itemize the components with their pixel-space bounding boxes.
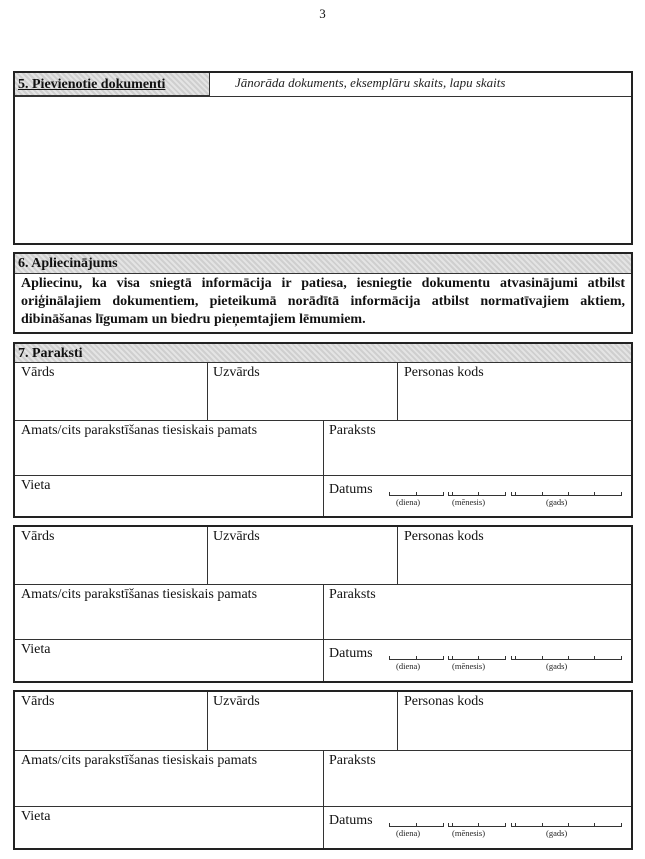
position-field[interactable]	[15, 442, 321, 473]
signature-block	[13, 342, 633, 518]
last-name-label: Uzvārds	[213, 694, 260, 709]
col-divider	[207, 692, 208, 750]
personal-code-field[interactable]	[399, 547, 629, 582]
date-tick	[389, 823, 390, 827]
date-tick	[505, 656, 506, 660]
date-tick	[621, 492, 622, 496]
date-tick	[478, 492, 479, 496]
day-caption: (diena)	[396, 661, 421, 671]
month-caption: (mēnesis)	[452, 497, 486, 507]
personal-code-field[interactable]	[399, 383, 629, 418]
day-caption: (diena)	[396, 828, 421, 838]
first-name-label: Vārds	[21, 694, 55, 709]
personal-code-label: Personas kods	[404, 365, 484, 380]
personal-code-field[interactable]	[399, 712, 629, 748]
date-tick	[443, 656, 444, 660]
attached-documents-section	[13, 71, 633, 245]
first-name-label: Vārds	[21, 529, 55, 544]
col-divider	[207, 363, 208, 420]
day-caption: (diena)	[396, 497, 421, 507]
first-name-field[interactable]	[15, 547, 205, 582]
date-tick	[452, 823, 453, 827]
section-5-title: 5. Pievienotie dokumenti	[15, 73, 210, 96]
col-divider	[397, 692, 398, 750]
signature-field[interactable]	[325, 772, 629, 804]
date-tick	[452, 656, 453, 660]
place-label: Vieta	[21, 642, 51, 657]
date-tick	[568, 656, 569, 660]
year-caption: (gads)	[546, 661, 568, 671]
date-tick	[515, 823, 516, 827]
section-6-title: 6. Apliecinājums	[15, 254, 631, 274]
date-tick	[511, 492, 512, 496]
section-5-note: Jānorāda dokuments, eksemplāru skaits, lapu skaits	[235, 75, 506, 90]
date-tick	[594, 656, 595, 660]
date-tick	[478, 823, 479, 827]
date-tick	[594, 492, 595, 496]
date-tick	[594, 823, 595, 827]
date-tick	[542, 492, 543, 496]
place-field[interactable]	[15, 497, 321, 514]
declaration-section	[13, 252, 633, 334]
col-divider	[323, 420, 324, 516]
place-field[interactable]	[15, 661, 321, 679]
date-tick	[448, 823, 449, 827]
declaration-text: Apliecinu, ka visa sniegtā informācija ir patiesa, iesniegtie dokumentu atvasinājumi atbilst oriģinālajiem dokumentiem, pieteikumā norādītā informācija atbilst normatīvajiem aktiem, dibināšanas līgumam un biedru pieņemtajiem lēmumiem.	[21, 276, 625, 327]
date-tick	[448, 656, 449, 660]
date-tick	[416, 656, 417, 660]
date-year-field[interactable]	[511, 826, 621, 827]
section-7-title: 7. Paraksti	[15, 344, 631, 363]
date-tick	[448, 492, 449, 496]
col-divider	[323, 584, 324, 681]
date-tick	[568, 492, 569, 496]
signature-field[interactable]	[325, 606, 629, 637]
first-name-field[interactable]	[15, 383, 205, 418]
position-label: Amats/cits parakstīšanas tiesiskais pamats	[21, 587, 258, 602]
date-tick	[511, 823, 512, 827]
last-name-field[interactable]	[209, 712, 395, 748]
page-number: 3	[319, 6, 326, 21]
personal-code-label: Personas kods	[404, 694, 484, 709]
col-divider	[323, 750, 324, 848]
signature-label: Paraksts	[329, 753, 376, 768]
date-year-field[interactable]	[511, 659, 621, 660]
date-month-field[interactable]	[448, 495, 505, 496]
position-field[interactable]	[15, 772, 321, 804]
date-tick	[416, 492, 417, 496]
first-name-field[interactable]	[15, 712, 205, 748]
date-tick	[443, 492, 444, 496]
attached-documents-field[interactable]	[15, 97, 631, 243]
position-label: Amats/cits parakstīšanas tiesiskais pamats	[21, 423, 258, 438]
year-caption: (gads)	[546, 828, 568, 838]
signature-label: Paraksts	[329, 423, 376, 438]
date-tick	[515, 492, 516, 496]
last-name-field[interactable]	[209, 547, 395, 582]
date-tick	[389, 656, 390, 660]
date-month-field[interactable]	[448, 826, 505, 827]
date-year-field[interactable]	[511, 495, 621, 496]
date-tick	[478, 656, 479, 660]
last-name-label: Uzvārds	[213, 365, 260, 380]
last-name-label: Uzvārds	[213, 529, 260, 544]
place-field[interactable]	[15, 828, 321, 846]
date-label: Datums	[329, 646, 373, 661]
place-label: Vieta	[21, 478, 51, 493]
date-tick	[511, 656, 512, 660]
date-tick	[621, 823, 622, 827]
col-divider	[207, 527, 208, 584]
date-tick	[505, 492, 506, 496]
date-tick	[621, 656, 622, 660]
date-tick	[568, 823, 569, 827]
personal-code-label: Personas kods	[404, 529, 484, 544]
col-divider	[397, 363, 398, 420]
signature-label: Paraksts	[329, 587, 376, 602]
date-label: Datums	[329, 482, 373, 497]
signature-block	[13, 525, 633, 683]
date-tick	[505, 823, 506, 827]
year-caption: (gads)	[546, 497, 568, 507]
signature-block	[13, 690, 633, 850]
col-divider	[397, 527, 398, 584]
last-name-field[interactable]	[209, 383, 395, 418]
first-name-label: Vārds	[21, 365, 55, 380]
date-tick	[542, 656, 543, 660]
date-label: Datums	[329, 813, 373, 828]
place-label: Vieta	[21, 809, 51, 824]
date-tick	[416, 823, 417, 827]
date-month-field[interactable]	[448, 659, 505, 660]
position-field[interactable]	[15, 606, 321, 637]
month-caption: (mēnesis)	[452, 828, 486, 838]
date-tick	[443, 823, 444, 827]
signature-field[interactable]	[325, 442, 629, 473]
date-tick	[515, 656, 516, 660]
date-tick	[542, 823, 543, 827]
date-tick	[389, 492, 390, 496]
position-label: Amats/cits parakstīšanas tiesiskais pamats	[21, 753, 258, 768]
date-tick	[452, 492, 453, 496]
month-caption: (mēnesis)	[452, 661, 486, 671]
